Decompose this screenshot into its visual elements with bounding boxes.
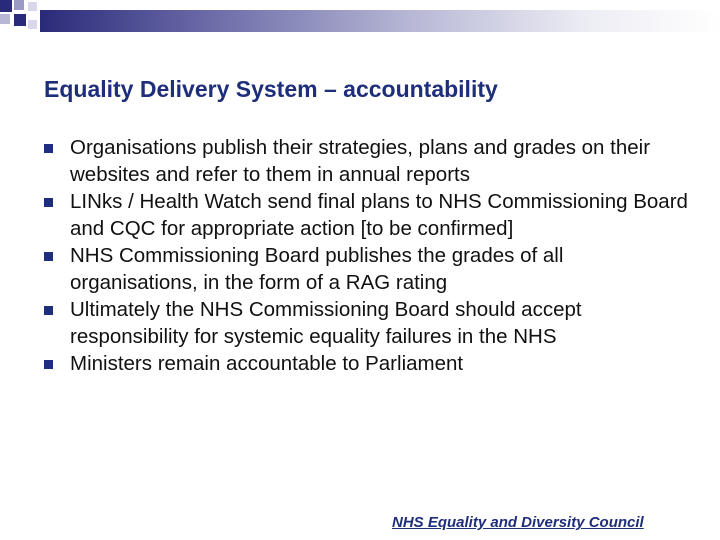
decor-square	[14, 14, 26, 26]
bullet-text: Organisations publish their strategies, plans and grades on their websites and refer to them in annual reports	[70, 136, 651, 186]
list-item	[44, 296, 694, 350]
bullet-text: Ministers remain accountable to Parliament	[70, 352, 464, 375]
decor-square	[0, 0, 12, 12]
square-bullet-icon	[44, 306, 53, 315]
decor-square	[0, 14, 10, 24]
decor-square	[14, 0, 24, 10]
list-item	[44, 134, 694, 188]
bullet-text: NHS Commissioning Board publishes the grades of all organisations, in the form of a RAG rating	[70, 244, 564, 294]
square-bullet-icon	[44, 360, 53, 369]
list-item	[44, 350, 694, 377]
bullet-text: LINks / Health Watch send final plans to NHS Commissioning Board and CQC for appropriate action [to be confirmed]	[70, 190, 688, 240]
square-bullet-icon	[44, 252, 53, 261]
footer-organisation: NHS Equality and Diversity Council	[392, 514, 644, 531]
square-bullet-icon	[44, 198, 53, 207]
slide-title: Equality Delivery System – accountability	[44, 76, 498, 102]
header-gradient-bar	[40, 10, 720, 32]
square-bullet-icon	[44, 144, 53, 153]
decor-square	[28, 2, 37, 11]
header-decoration	[0, 0, 720, 34]
decor-square	[28, 20, 37, 29]
bullet-list	[44, 134, 694, 385]
bullet-text: Ultimately the NHS Commissioning Board should accept responsibility for systemic equality failures in the NHS	[70, 298, 582, 348]
list-item	[44, 242, 694, 296]
list-item	[44, 188, 694, 242]
